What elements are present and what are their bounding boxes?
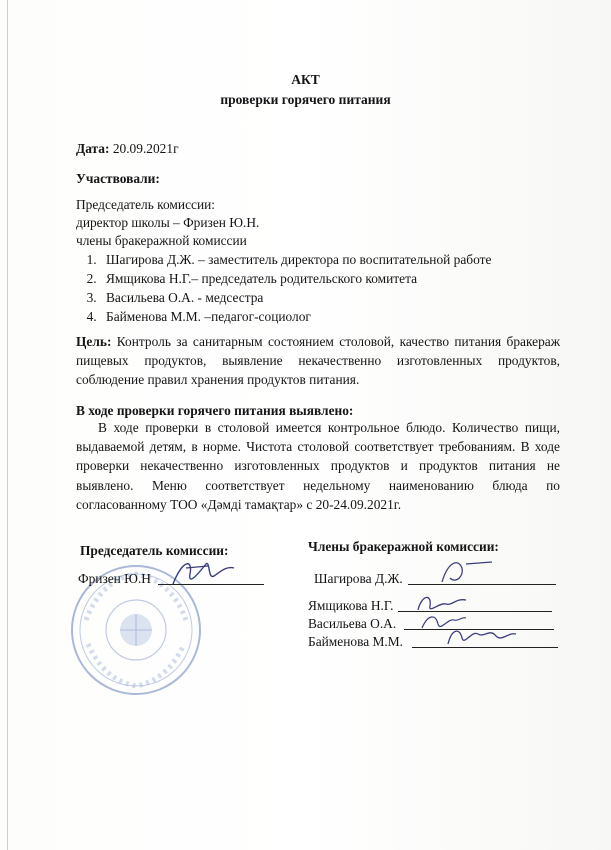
member-sign-name: Васильева О.А. [308,616,397,631]
member-item: 4. Байменова М.М. –педагог-социолог [100,307,491,326]
purpose-label: Цель: [76,334,112,349]
member-item: 2. Ямщикова Н.Г.– председатель родительского комитета [100,269,491,288]
member-signature-icon [436,554,496,592]
members-list [80,250,491,326]
chair-sign-name: Фризен Ю.Н [78,571,151,586]
doc-subtitle: проверки горячего питания [220,92,391,107]
member-sign-name: Байменова М.М. [308,634,404,649]
findings-text: В ходе проверки в столовой имеется контрольное блюдо. Количество пищи, выдаваемой детям, в норме. Чистота столовой соответствует требованиям. В ходе проверки некачественно изготовленных продуктов и продуктов питания не выявлено. Меню соответствует недельному наименованию блюда по согласованному ТОО «Дәмді тамақтар» с 20-24.09.2021г. [76,420,560,512]
participants-label: Участвовали: [76,171,160,186]
member-sign-name: Ямщикова Н.Г. [308,598,394,613]
date-line [76,140,179,157]
purpose-paragraph [76,332,560,390]
member-item: 3. Васильева О.А. - медсестра [100,288,491,307]
member-sign-name: Шагирова Д.Ж. [314,571,403,586]
chair-signature-icon [168,554,238,594]
members-label: члены бракеражной комиссии [76,233,247,248]
member-signature-icon [444,622,520,652]
findings-label: В ходе проверки горячего питания выявлено: [76,403,354,418]
member-item: 1. Шагирова Д.Ж. – заместитель директора по воспитательной работе [100,250,491,269]
scan-edge [7,0,8,850]
chair-label: Председатель комиссии: [76,197,216,212]
chair-sign-heading: Председатель комиссии: [80,543,229,558]
date-value: 20.09.2021г [109,141,179,156]
director-line: директор школы – Фризен Ю.Н. [76,215,260,230]
members-sign-heading: Члены бракеражной комиссии: [308,539,499,554]
purpose-text: Контроль за санитарным состоянием столовой, качество питания бракераж пищевых продуктов, выявление некачественно изготовленных продуктов, соблюдение правил хранения продуктов питания. [76,334,560,388]
doc-title: АКТ [291,72,320,87]
date-label: Дата: [76,141,110,156]
